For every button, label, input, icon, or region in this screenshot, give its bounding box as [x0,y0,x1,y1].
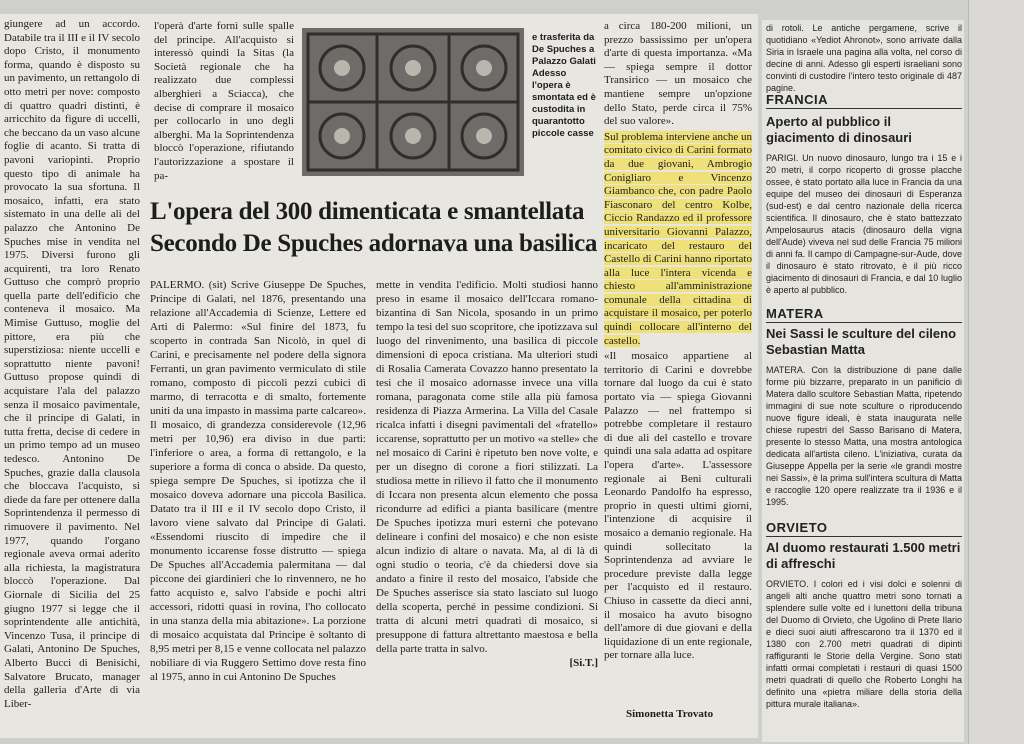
brief-body-orvieto: ORVIETO. I colori ed i visi dolci e solenni di angeli alti anche quattro metri sono tornati a splendere sulle volte ed i lunettoni della tribuna del Duomo di Orvieto, che Ugolino di Prete Ilario e dieci suoi aiuti affrescarono tra il 1370 ed il 1380 con 2.700 metri quadrati di dipinti raffiguranti le Storie della Vergine. Sono stati infatti ormai completati i restauri di quasi 1500 metri quadrati di quello che Roberto Longhi ha definito una «pietra miliare della storia della pittura murale italiana». [766,579,962,709]
brief-headline-francia: Aperto al pubblico il giacimento di dinosauri [766,114,912,145]
brief-body-matera: MATERA. Con la distribuzione di pane dalle forme più bizzarre, preparato in un panificio di Matera dallo scultore Sebastian Matta, ripetendo immagini di sue note sculture o riproducendo nuove figure ideali, è stata inaugurata nelle chiese rupestri del Sasso Barisano di Matera, presente lo stesso Matta, una mostra antologica dedicata all'artista cileno. L'iniziativa, curata da Giuseppe Appella per la serie «le grandi mostre nei Sassi», è la prima sull'intera scultura di Matta e raccoglie 120 opere realizzate tra il 1936 e il 1995. [766,365,962,507]
section-matera: MATERA [766,306,962,323]
brief-body-francia: PARIGI. Un nuovo dinosauro, lungo tra i 15 e i 20 metri, il corpo ricoperto di grosse placche ossee, è stato portato alla luce in Francia da una equipe del museo dei dinosauri di Esperanza (sud-est) e dal centro nazionale della ricerca scientifica. Il dinosauro, che è stato battezzato Ampelosaurus atacis (dinosauro della vigna dell'Aude) viveva nel sud delle Francia 75 milioni di anni fa. Il campo di Campagne-sur-Aude, dove il dinosauro è stato ritrovato, è il più ricco giacimento di dinosauri di Francia, e dal 10 luglio è aperto al pubblico. [766,153,962,295]
brief-intro: di rotoli. Le antiche pergamene, scrive il quotidiano «Yediot Ahronot», sono arrivate dalla Siria in Israele una pagina alla volta, nel corso di decine di anni. Adesso gli esperti israeliani sono convinti di custodire l'intero testo originale di 487 pagine. [766,23,962,93]
photo-caption: e trasferita da De Spuches a Palazzo Galati Adesso l'opera è smontata ed è custodita in quarantotto piccole casse [532,32,596,139]
article-column-2-top: l'operà d'arte fornì sulle spalle del principe. All'acquisto si interessò quindi la Sitas (la Società regionale che ha realizzato due complessi alberghieri a Sciacca), che decise di comprare il mosaico per collocarlo in uno degli alberghi. Ma la Soprintendenza bloccò l'operazione, rifiutando l'autorizzazione a spostare il pa- [154,20,294,182]
headline-line-2: Secondo De Spuches adornava una basilica [150,230,598,257]
highlighted-paragraph: Sul problema interviene anche un comitato civico di Carini formato da due giovani, Ambrogio Conigliaro e Vincenzo Giambanco che, con padre Paolo Fiasconaro del centro Kolbe, Ciccio Randazzo ed il professore universitario Giovanni Palazzo, incaricato del restauro del Castello di Carini hanno riportato alla luce l'intera vicenda e chiesto all'amministrazione comunale della cittadina di acquistare il mosaico, per poterlo quindi collocare all'interno del castello. [604,130,752,347]
brief-headline-orvieto: Al duomo restaurati 1.500 metri di affreschi [766,540,961,571]
article-body-b: mette in vendita l'edificio. Molti studiosi hanno preso in esame il mosaico dell'Iccara romano-bizantina di San Nicola, sposando in un primo tempo la tesi del suo scopritore, che ipotizzava sul luogo del rinvenimento, una basilica di piccole dimensioni di epoca cristiana. Ma ulteriori studi di Rosalia Camerata Covazzo hanno presentato la tesi che il mosaico adornasse invece una villa romana, paragonata come stile alla più famosa residenza di Piazza Armerina. La Villa del Casale ricalca infatti i disegni pavimentali del «fratello» iccarense, soprattutto per un motivo «a stelle» che nel mosaico di Carini è ripetuto ben nove volte, e per un disegno di corone a fiori stilizzati. La studiosa mette in rilievo il fatto che il monumento di Iccara non presenta alcun elemento che possa ricondurre ad edifici a pianta basilicare (mentre De Spuches ipotizza muri esterni che potevano delineare i confini del mosaico) e che non esiste alcun indizio di altare o navata. Ma, al di là di ogni studio o teoria, c'è da chiedersi dove sia andato a finire il resto del mosaico, l'abside che De Spuches asserisce sia stato lasciato sul luogo della scoperta, perché in pessime condizioni. Si tratta di alcuni metri quadrati di mosaico, si presuppone di fattura altrettanto maestosa e bella della parte tratta in salvo. [Si.T.] [376,279,598,669]
brief-headline-matera: Nei Sassi le sculture del cileno Sebastian Matta [766,326,957,357]
section-francia: FRANCIA [766,92,962,109]
article-column-4: a circa 180-200 milioni, un prezzo bassissimo per un'opera d'arte di questa importanza. «Ma — spiega sempre il dottor Transirico — un mosaico che mantiene sempre un'opzione dello Stato, perde circa il 75% del suo valore». Sul problema interviene anche un comitato civico di Carini formato da due giovani, Ambrogio Conigliaro e Vincenzo Giambanco che, con padre Paolo Fiasconaro del centro Kolbe, Ciccio Randazzo ed il professore universitario Giovanni Palazzo, incaricato del restauro del Castello di Carini hanno riportato alla luce l'intera vicenda e chiesto all'amministrazione comunale della cittadina di acquistare il mosaico, per poterlo quindi collocare all'interno del castello. «Il mosaico appartiene al territorio di Carini e dovrebbe tornare dal luogo da cui è stato portato via — spiega Giovanni Palazzo — nel frattempo si potrebbe completare il restauro di due ali del castello e trovare quindi una sala adatta ad ospitare l'opera d'arte». L'assessore regionale ai Beni culturali Leonardo Pandolfo ha espresso, proprio in questi ultimi giorni, l'intenzione di acquisire il mosaico a demanio regionale. Ha quindi sollecitato la Soprintendenza ad avviare le procedure previste dalla legge per l'acquisto ed il restauro. Chiuso in cassette da dieci anni, il mosaico ha avuto bisogno dell'amore di due giovani e della liquidazione di un ente regionale, per tornare alla luce. [604,20,752,662]
headline [150,196,602,260]
headline-line-1: L'opera del 300 dimenticata e smantellata [150,198,585,225]
byline: Simonetta Trovato [626,708,714,720]
article-column-1: giungere ad un accordo. Databile tra il III e il IV secolo dopo Cristo, il monumento forma, quando è disposto su un pavimento, un rettangolo di otto metri per nove: composto di quattro quadri distinti, è arricchito da figure di uccelli, che beccano da un vaso alcune foglie di acanto. Si tratta di pavoni variopinti. Proprio questo tipo di animale ha provocato la sua sfortuna. Il mosaico, infatti, era stato sistemato in una delle ali del palazzo che Antonino De Spuches mise in vendita nel 1975. Diversi furono gli acquirenti, tra loro Renato Guttuso che comprò proprio quella parte dell'edificio che conteneva il mosaico. Ma Mimise Guttuso, moglie del pittore, era più che superstiziosa: niente uccelli e soprattutto niente pavoni! Guttuso propose quindi di acquistare l'ala del palazzo senza il mosaico pavimentale, che il principe di Galati, in tutta fretta, decise di cedere in un primo tempo ad un museo tedesco. Antonino De Spuches, grazie dalla clausola che bloccava l'acquisto, si diede da fare per ottenere dalla Soprintendenza il permesso di rimuovere il pavimento. Nel 1977, quando l'organo regionale aveva ormai aderito alla richiesta, la magistratura bloccò l'operazione. Dal Giornale di Sicilia del 25 giugno 1977 si legge che il soprintendente alle antichità, Vincenzo Tusa, il principe di Galati, Antonino De Spuches, Alberto Bucci di Benisichi, Salvatore Brucato, manager della galleria d'Arte di via Liber- [4,18,140,710]
article-body-a: PALERMO. (sit) Scrive Giuseppe De Spuches, Principe di Galati, nel 1876, presentando una relazione all'Accademia di Scienze, Lettere ed Arti di Palermo: «Sul finire del 1873, fu scoperto in contrada San Nicolò, in quel di Carini, e precisamente nel podere della signora Ferranti, un gran pavimento vermiculato di stile romano, composto di piccoli pezzi cubici di marmo, di terracotta e di smalto, fortemente uniti da una impasto in massima parte calcareo». Il mosaico, di grandezza considerevole (12,96 metri per 10,96) era diviso in due parti: l'inferiore o area, a forma di rettangolo, e la superiore a forma di conca o abside. Da questo, spiega sempre De Spuches, si ipotizza che il mosaico doveva adornare una piccola Basilica. Datato tra il III e il IV secolo dopo Cristo, il lavoro viene salvato dal Principe di Galati. «Essendomi riuscito di impedire che il monumento iccarense fosse distrutto — spiega De Spuches all'Accademia palermitana — dal piccone dei giardinieri che lo rinvennero, ne ho fatto acquisto e, salvo l'abside e pochi altri accessori, ridotti quasi in rovina, l'ho collocato in una stanza della mia abitazione». La porzione di mosaico acquistata dal Principe è soltanto di 8,95 metri per 8,15 e venne collocata nel palazzo nobiliare di via Ruggero Settimo dove resta fino al 1975, anno in cui Antonino De Spuches [150,279,366,683]
section-orvieto: ORVIETO [766,520,962,537]
scan-edge [968,0,1024,744]
mosaic-photo [302,28,524,176]
author-initials: [Si.T.] [569,657,598,669]
